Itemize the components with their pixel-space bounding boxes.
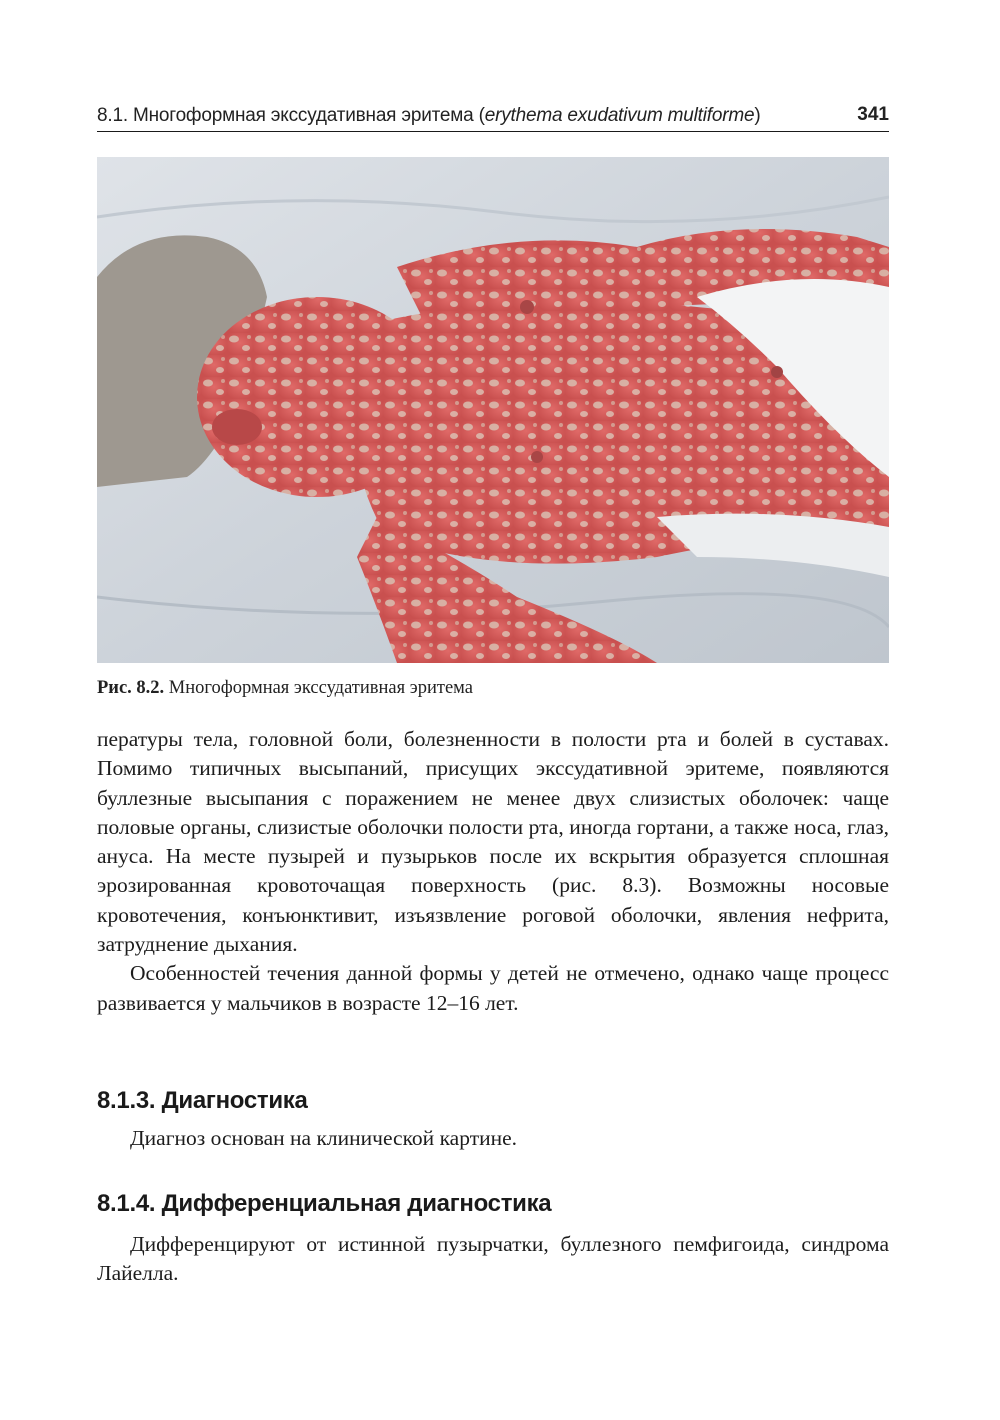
paragraph: Особенностей течения данной формы у детей не отмечено, однако чаще процесс развивается у мальчиков в возрасте 12–16 лет. xyxy=(97,961,889,1015)
section-text-block xyxy=(97,1230,889,1289)
paragraph: Диагноз основан на клинической картине. xyxy=(130,1126,518,1150)
page-number: 341 xyxy=(857,104,889,125)
paragraph: пературы тела, головной боли, болезненности в полости рта и болей в суставах. Помимо типичных высыпаний, присущих экссудативной эритеме, появляются буллезные высыпания с поражением не менее двух слизистых оболочек: чаще половые органы, слизистые оболочки полости рта, иногда гортани, а также носа, глаз, ануса. На месте пузырей и пузырьков после их вскрытия образуется сплошная эрозированная кровоточащая поверхность (рис. 8.3). Возможны носовые кровотечения, конъюнктивит, изъязвление роговой оболочки, явления нефрита, затруднение дыхания. xyxy=(97,727,889,957)
paragraph: Дифференцируют от истинной пузырчатки, буллезного пемфигоида, синдрома Лайелла. xyxy=(97,1232,889,1286)
figure-caption-text: Многоформная экссудативная эритема xyxy=(164,678,473,698)
body-text-block xyxy=(97,725,889,1018)
section-text-block xyxy=(97,1124,889,1153)
figure-photo xyxy=(97,157,889,663)
figure-label: Рис. 8.2. xyxy=(97,678,165,698)
section-heading: 8.1.3. Диагностика xyxy=(97,1087,308,1114)
section-heading: 8.1.4. Дифференциальная диагностика xyxy=(97,1190,552,1217)
figure-caption xyxy=(97,678,889,699)
header-title: 8.1. Многоформная экссудативная эритема (erythema exudativum multiforme) xyxy=(97,105,761,126)
running-header xyxy=(97,101,889,132)
header-title-latin: erythema exudativum multiforme xyxy=(484,105,755,126)
figure-illustration xyxy=(97,157,889,663)
